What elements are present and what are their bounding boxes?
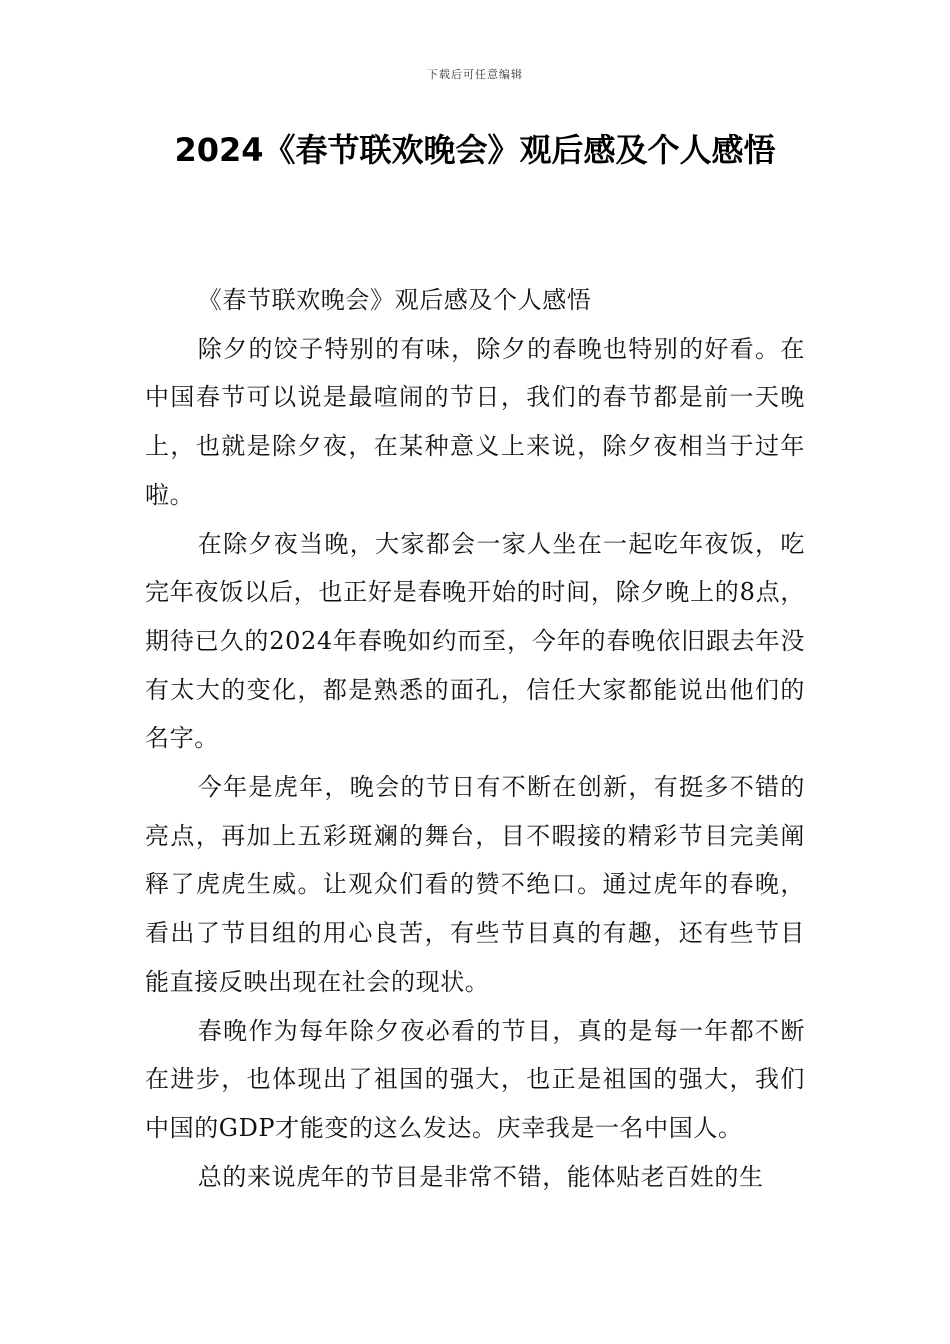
paragraph: 除夕的饺子特别的有味，除夕的春晚也特别的好看。在中国春节可以说是最喧闹的节日，我们的春节都是前一天晚上，也就是除夕夜，在某种意义上来说，除夕夜相当于过年啦。 xyxy=(145,334,805,509)
paragraph: 总的来说虎年的节目是非常不错，能体贴老百姓的生 xyxy=(197,1162,764,1191)
document-title: 2024《春节联欢晚会》观后感及个人感悟 xyxy=(174,131,776,169)
document-body xyxy=(145,276,805,1201)
paragraph: 春晚作为每年除夕夜必看的节目，真的是每一年都不断在进步，也体现出了祖国的强大，也正是祖国的强大，我们中国的GDP才能变的这么发达。庆幸我是一名中国人。 xyxy=(145,1016,805,1142)
paragraph-subtitle: 《春节联欢晚会》观后感及个人感悟 xyxy=(197,286,592,314)
paragraph: 今年是虎年，晚会的节日有不断在创新，有挺多不错的亮点，再加上五彩斑斓的舞台，目不暇接的精彩节目完美阐释了虎虎生威。让观众们看的赞不绝口。通过虎年的春晚，看出了节目组的用心良苦，有些节目真的有趣，还有些节目能直接反映出现在社会的现状。 xyxy=(145,773,805,996)
paragraph: 在除夕夜当晚，大家都会一家人坐在一起吃年夜饭，吃完年夜饭以后，也正好是春晚开始的时间，除夕晚上的8点，期待已久的2024年春晚如约而至，今年的春晚依旧跟去年没有太大的变化，都是熟悉的面孔，信任大家都能说出他们的名字。 xyxy=(145,529,805,753)
header-note: 下载后可任意编辑 xyxy=(427,68,523,81)
